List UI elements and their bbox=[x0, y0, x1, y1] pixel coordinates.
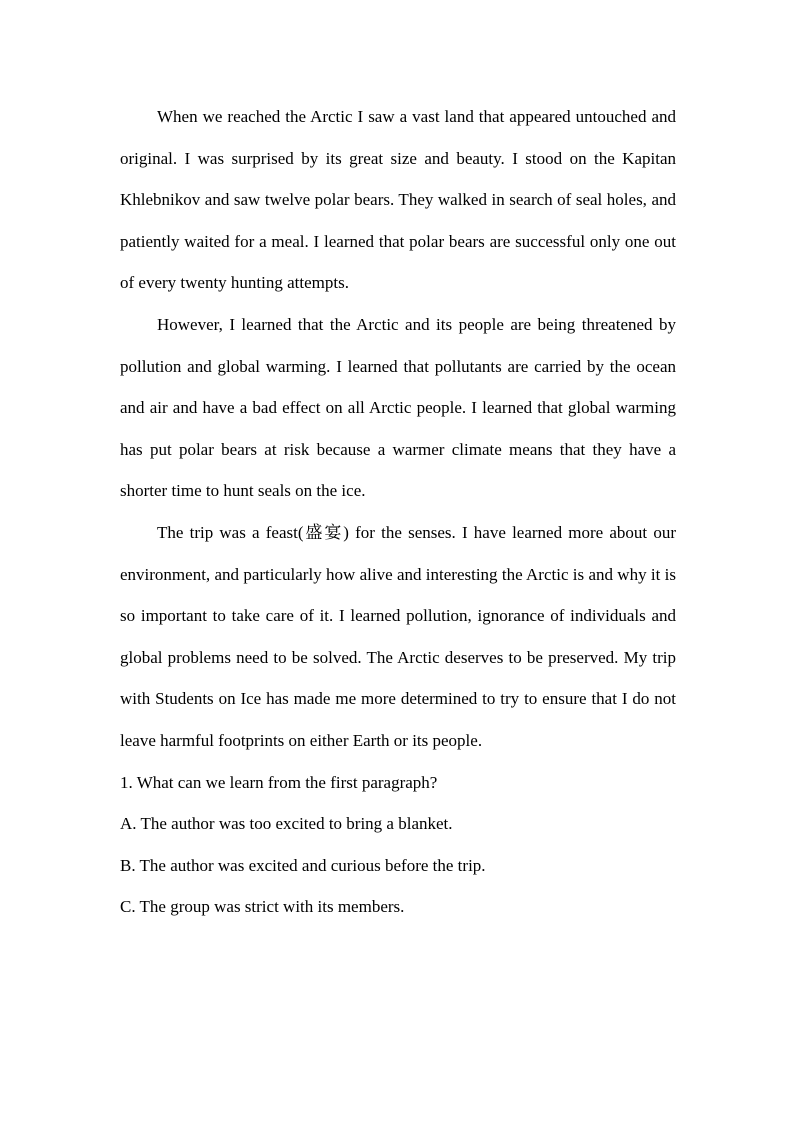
passage-paragraph-1: When we reached the Arctic I saw a vast land that appeared untouched and original. I was surprised by its great size and beauty. I stood on the Kapitan Khlebnikov and saw twelve polar bears. They walked in search of seal holes, and patiently waited for a meal. I learned that polar bears are successful only one out of every twenty hunting attempts. bbox=[120, 107, 676, 293]
question-1-option-c: C. The group was strict with its members. bbox=[120, 897, 405, 917]
document-body bbox=[120, 96, 676, 928]
passage-paragraph-2: However, I learned that the Arctic and its people are being threatened by pollution and global warming. I learned that pollutants are carried by the ocean and air and have a bad effect on all Arctic people. I learned that global warming has put polar bears at risk because a warmer climate means that they have a shorter time to hunt seals on the ice. bbox=[120, 314, 676, 501]
question-1-option-a: A. The author was too excited to bring a blanket. bbox=[120, 814, 453, 834]
question-1-text: 1. What can we learn from the first paragraph? bbox=[120, 772, 438, 792]
question-1-option-b: B. The author was excited and curious before the trip. bbox=[120, 855, 486, 875]
passage-paragraph-3: The trip was a feast(盛宴) for the senses. I have learned more about our environment, and particularly how alive and interesting the Arctic is and why it is so important to take care of it. I learned pollution, ignorance of individuals and global problems need to be solved. The Arctic deserves to be preserved. My trip with Students on Ice has made me more determined to try to ensure that I do not leave harmful footprints on either Earth or its people. bbox=[120, 522, 676, 750]
